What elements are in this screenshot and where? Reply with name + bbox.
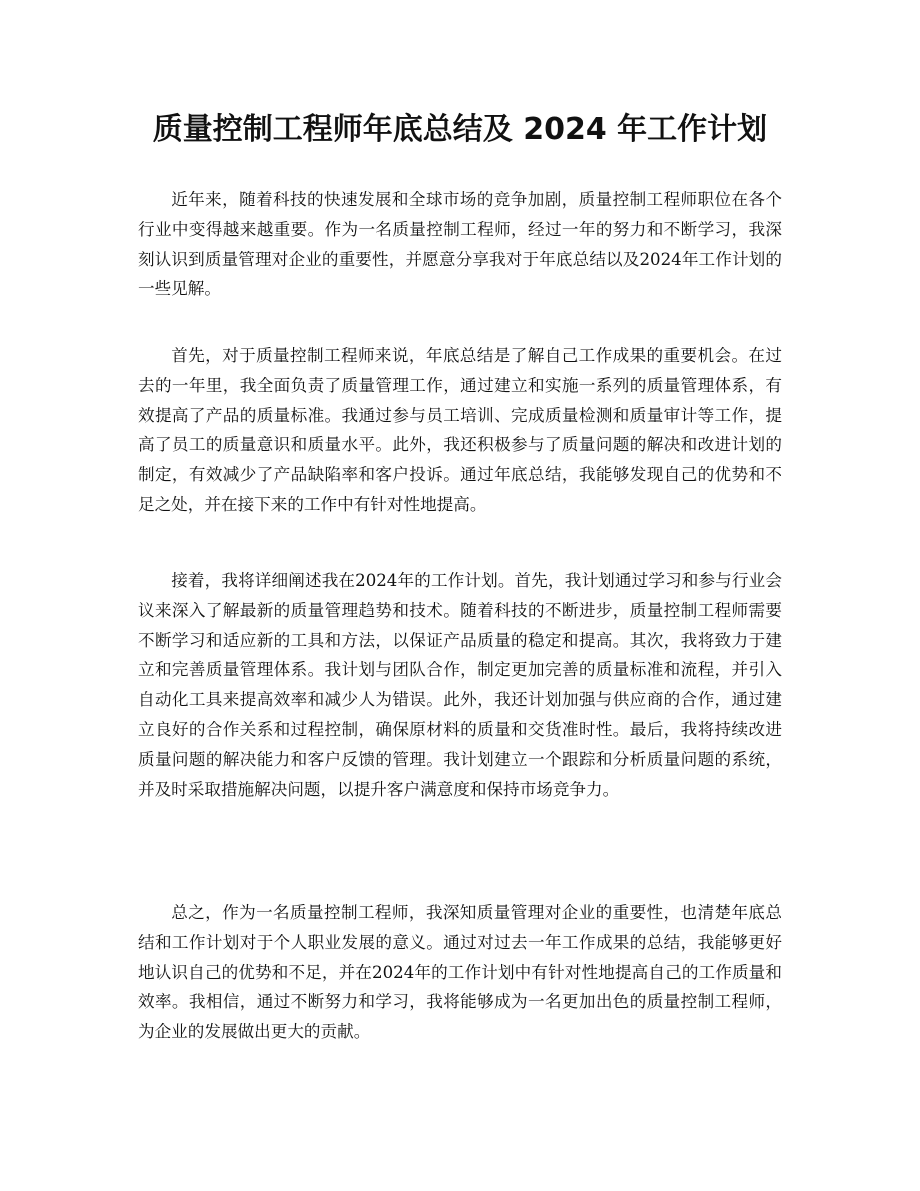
paragraph-work-plan: 接着，我将详细阐述我在2024年的工作计划。首先，我计划通过学习和参与行业会议来深入了解最新的质量管理趋势和技术。随着科技的不断进步，质量控制工程师需要不断学习和适应新的工具和方法，以保证产品质量的稳定和提高。其次，我将致力于建立和完善质量管理体系。我计划与团队合作，制定更加完善的质量标准和流程，并引入自动化工具来提高效率和减少人为错误。此外，我还计划加强与供应商的合作，通过建立良好的合作关系和过程控制，确保原材料的质量和交货准时性。最后，我将持续改进质量问题的解决能力和客户反馈的管理。我计划建立一个跟踪和分析质量问题的系统，并及时采取措施解决问题，以提升客户满意度和保持市场竞争力。 <box>138 571 782 799</box>
document-title: 质量控制工程师年底总结及 2024 年工作计划 <box>152 112 768 147</box>
paragraph-intro: 近年来，随着科技的快速发展和全球市场的竞争加剧，质量控制工程师职位在各个行业中变得越来越重要。作为一名质量控制工程师，经过一年的努力和不断学习，我深刻认识到质量管理对企业的重要性，并愿意分享我对于年底总结以及2024年工作计划的一些见解。 <box>138 190 782 299</box>
paragraph-conclusion: 总之，作为一名质量控制工程师，我深知质量管理对企业的重要性，也清楚年底总结和工作计划对于个人职业发展的意义。通过对过去一年工作成果的总结，我能够更好地认识自己的优势和不足，并在2024年的工作计划中有针对性地提高自己的工作质量和效率。我相信，通过不断努力和学习，我将能够成为一名更加出色的质量控制工程师，为企业的发展做出更大的贡献。 <box>138 903 782 1042</box>
paragraph-year-summary: 首先，对于质量控制工程师来说，年底总结是了解自己工作成果的重要机会。在过去的一年里，我全面负责了质量管理工作，通过建立和实施一系列的质量管理体系，有效提高了产品的质量标准。我通过参与员工培训、完成质量检测和质量审计等工作，提高了员工的质量意识和质量水平。此外，我还积极参与了质量问题的解决和改进计划的制定，有效减少了产品缺陷率和客户投诉。通过年底总结，我能够发现自己的优势和不足之处，并在接下来的工作中有针对性地提高。 <box>138 346 782 514</box>
